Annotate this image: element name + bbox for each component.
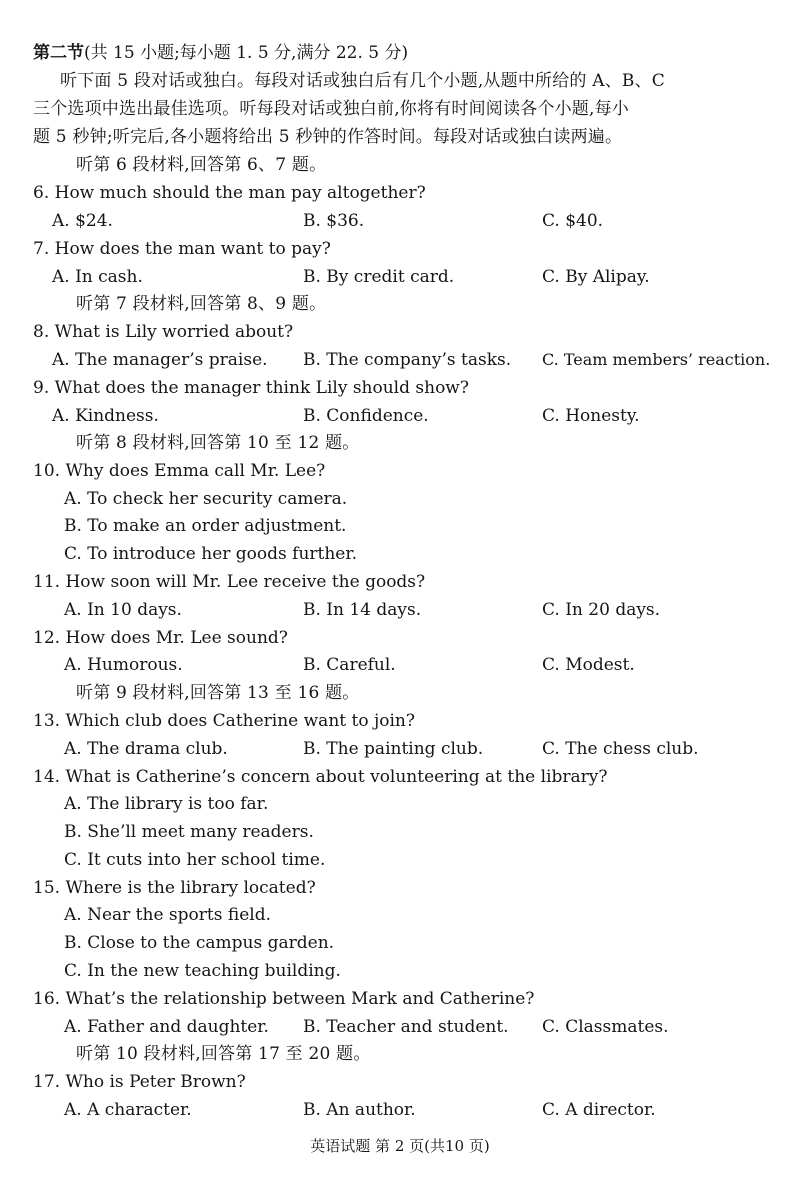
material-heading: 听第 8 段材料,回答第 10 至 12 题。	[76, 433, 360, 453]
option-b: B. To make an order adjustment.	[64, 516, 347, 536]
question-stem: 15. Where is the library located?	[33, 878, 316, 898]
option-c: C. Honesty.	[542, 406, 640, 426]
page-footer: 英语试题 第 2 页(共10 页)	[310, 1137, 490, 1155]
question-stem: 11. How soon will Mr. Lee receive the goods?	[33, 572, 426, 592]
option-b: B. In 14 days.	[303, 600, 422, 620]
option-a: A. Kindness.	[52, 406, 159, 426]
option-b: B. By credit card.	[303, 267, 455, 287]
section-title-note: (共 15 小题;每小题 1. 5 分,满分 22. 5 分)	[84, 43, 409, 63]
option-c: C. A director.	[542, 1100, 656, 1120]
option-b: B. Teacher and student.	[303, 1017, 509, 1037]
option-b: B. The company’s tasks.	[303, 350, 512, 370]
material-heading: 听第 10 段材料,回答第 17 至 20 题。	[76, 1044, 371, 1064]
material-heading: 听第 9 段材料,回答第 13 至 16 题。	[76, 683, 360, 703]
option-a: A. Humorous.	[64, 655, 183, 675]
option-a: A. In 10 days.	[64, 600, 182, 620]
question-stem: 16. What’s the relationship between Mark and Catherine?	[33, 989, 535, 1009]
question-stem: 14. What is Catherine’s concern about volunteering at the library?	[33, 767, 608, 787]
option-a: A. The drama club.	[64, 739, 228, 759]
option-b: B. Confidence.	[303, 406, 429, 426]
option-c: C. Modest.	[542, 655, 635, 675]
option-b: B. Careful.	[303, 655, 396, 675]
option-c: C. In 20 days.	[542, 600, 661, 620]
option-a: A. A character.	[64, 1100, 192, 1120]
option-c: C. The chess club.	[542, 739, 699, 759]
option-a: A. The library is too far.	[64, 794, 269, 814]
option-a: A. In cash.	[52, 267, 143, 287]
question-stem: 12. How does Mr. Lee sound?	[33, 628, 288, 648]
question-stem: 7. How does the man want to pay?	[33, 239, 331, 259]
option-c: C. Classmates.	[542, 1017, 669, 1037]
option-a: A. $24.	[52, 211, 113, 231]
option-a: A. The manager’s praise.	[52, 350, 268, 370]
section-header	[33, 42, 408, 64]
material-heading: 听第 7 段材料,回答第 8、9 题。	[76, 294, 327, 314]
option-b: B. The painting club.	[303, 739, 484, 759]
option-a: A. To check her security camera.	[64, 489, 348, 509]
option-b: B. She’ll meet many readers.	[64, 822, 314, 842]
instruction-line-3: 题 5 秒钟;听完后,各小题将给出 5 秒钟的作答时间。每段对话或独白读两遍。	[33, 127, 623, 147]
instruction-line-2: 三个选项中选出最佳选项。听每段对话或独白前,你将有时间阅读各个小题,每小	[33, 99, 630, 119]
option-c: C. To introduce her goods further.	[64, 544, 358, 564]
question-stem: 10. Why does Emma call Mr. Lee?	[33, 461, 326, 481]
question-stem: 8. What is Lily worried about?	[33, 322, 294, 342]
option-b: B. $36.	[303, 211, 365, 231]
option-a: A. Father and daughter.	[64, 1017, 269, 1037]
question-stem: 9. What does the manager think Lily should show?	[33, 378, 469, 398]
option-c: C. By Alipay.	[542, 267, 650, 287]
option-a: A. Near the sports field.	[64, 905, 271, 925]
question-stem: 17. Who is Peter Brown?	[33, 1072, 246, 1092]
question-stem: 13. Which club does Catherine want to join?	[33, 711, 415, 731]
option-c: C. It cuts into her school time.	[64, 850, 326, 870]
material-heading: 听第 6 段材料,回答第 6、7 题。	[76, 155, 327, 175]
option-c: C. In the new teaching building.	[64, 961, 341, 981]
instruction-line-1: 听下面 5 段对话或独白。每段对话或独白后有几个小题,从题中所给的 A、B、C	[60, 71, 666, 91]
option-b: B. An author.	[303, 1100, 416, 1120]
question-stem: 6. How much should the man pay altogether?	[33, 183, 426, 203]
option-c: C. Team members’ reaction.	[542, 350, 771, 369]
section-title: 第二节	[33, 43, 84, 63]
option-c: C. $40.	[542, 211, 604, 231]
option-b: B. Close to the campus garden.	[64, 933, 335, 953]
